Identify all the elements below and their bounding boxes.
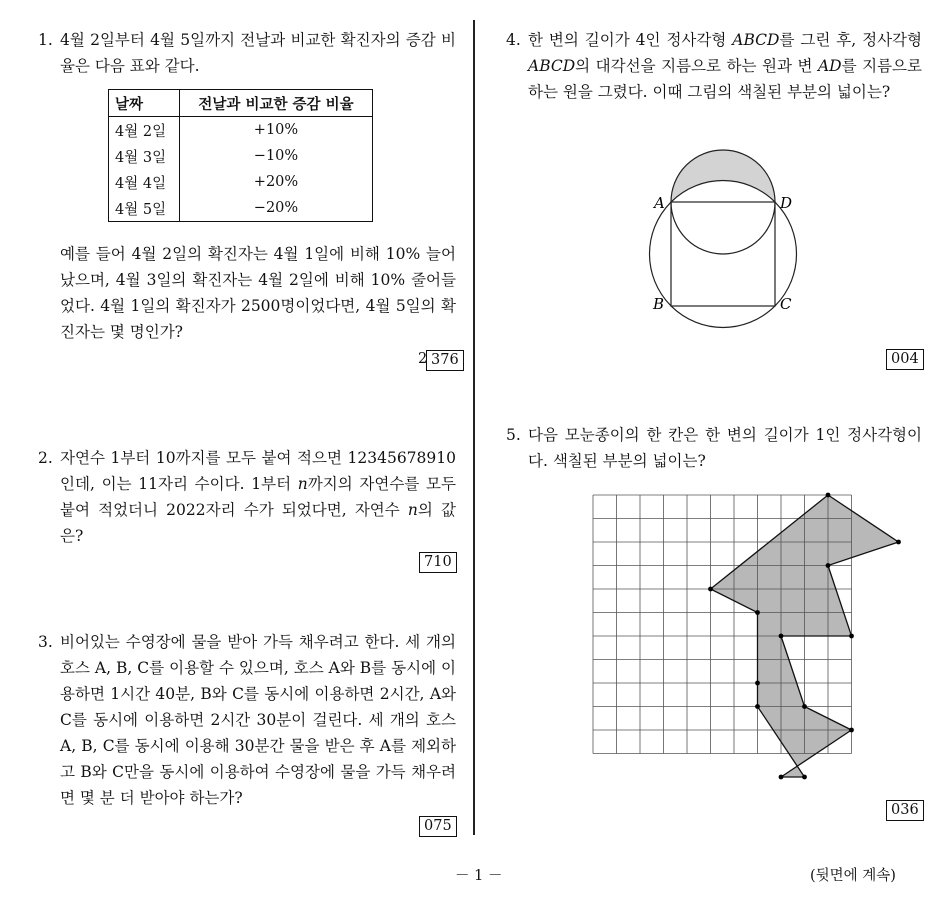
table-cell-rate: −20%	[253, 200, 299, 216]
table-cell-date: 4월 3일	[109, 143, 180, 169]
vertex-point	[802, 704, 807, 709]
answer-box: 004	[886, 349, 924, 370]
vertex-point	[826, 493, 831, 498]
problem-1-question: 예를 들어 4월 2일의 확진자는 4월 1일에 비해 10% 늘어났으며, 4월 3일의 확진자는 4월 2일에 비해 10% 줄어들었다. 4월 1일의 확진자가 2500명이었다면, 4월 5일의 확진자는 몇 명인가?	[60, 245, 456, 341]
vertex-point	[708, 587, 713, 592]
answer-box: 036	[886, 800, 924, 821]
answer-box: 376	[426, 350, 464, 371]
label-d: D	[780, 194, 793, 212]
answer-prefix: 2	[418, 351, 428, 367]
vertex-point	[896, 540, 901, 545]
problem-4-text: 한 변의 길이가 4인 정사각형	[528, 31, 733, 49]
variable-n: n	[407, 501, 418, 519]
problem-4-text: 를 지름으로 하는 원을 그렸다. 이때 그림의 색칠된 부분의 넓이는?	[528, 57, 923, 101]
label-a: A	[654, 194, 665, 212]
variable-n: n	[297, 475, 308, 493]
vertex-point	[755, 681, 760, 686]
problem-number: 5.	[506, 426, 521, 444]
problem-4-text: 의 대각선을 지름으로 하는 원과 변	[575, 57, 818, 75]
vertex-point	[802, 775, 807, 780]
table-cell-date: 4월 4일	[109, 169, 180, 195]
page-number: － 1 －	[455, 868, 503, 884]
vertex-point	[779, 775, 784, 780]
problem-2-text: 자연수 1부터 10까지를 모두 붙여 적으면 12345678910인데, 이는 11자리 수이다. 1부터	[60, 449, 456, 493]
problem-number: 3.	[38, 633, 53, 651]
problem-2-text: 의 값은?	[60, 501, 457, 545]
continue-note: (뒷면에 계속)	[810, 868, 896, 884]
table-cell-date: 4월 5일	[109, 195, 180, 222]
problem-3-text: 비어있는 수영장에 물을 받아 가득 채우려고 한다. 세 개의 호스 A, B, C를 이용할 수 있으며, 호스 A와 B를 동시에 이용하면 1시간 40분, B와 C를 동시에 이용하면 2시간, A와 C를 동시에 이용하면 2시간 30분이 걸린다. 세 개의 호스 A, B, C를 동시에 이용해 30분간 물을 받은 후 A를 제외하고 B와 C만을 동시에 이용하여 수영장에 물을 가득 채우려면 몇 분 더 받아야 하는가?	[60, 633, 456, 807]
problem-number: 1.	[38, 31, 53, 49]
answer-box: 075	[419, 816, 457, 837]
problem-1-intro: 4월 2일부터 4월 5일까지 전날과 비교한 확진자의 증감 비율은 다음 표와 같다.	[60, 31, 456, 75]
problem-2-text: 까지의 자연수를 모두 붙여 적었더니 2022자리 수가 되었다면, 자연수	[60, 475, 456, 519]
table-header-date: 날짜	[109, 90, 180, 117]
square-name: ABCD	[732, 31, 780, 49]
vertex-point	[826, 563, 831, 568]
problem-5-text: 다음 모눈종이의 한 칸은 한 변의 길이가 1인 정사각형이다. 색칠된 부분의 넓이는?	[528, 426, 922, 470]
side-name: AD	[817, 57, 842, 75]
vertex-point	[755, 704, 760, 709]
table-cell-rate: +20%	[253, 174, 299, 190]
vertex-point	[849, 728, 854, 733]
answer-box: 710	[419, 552, 457, 573]
square-name: ABCD	[528, 57, 576, 75]
problem-4-text: 를 그린 후, 정사각형	[779, 31, 922, 49]
vertex-point	[755, 610, 760, 615]
vertex-point	[849, 634, 854, 639]
table-cell-rate: +10%	[253, 122, 299, 138]
label-c: C	[780, 295, 792, 313]
label-b: B	[653, 295, 665, 313]
table-cell-rate: −10%	[253, 148, 299, 164]
problem-number: 2.	[38, 449, 53, 467]
table-header-rate: 전날과 비교한 증감 비율	[180, 90, 373, 117]
vertex-point	[779, 634, 784, 639]
problem-number: 4.	[506, 31, 521, 49]
table-cell-date: 4월 2일	[109, 117, 180, 144]
